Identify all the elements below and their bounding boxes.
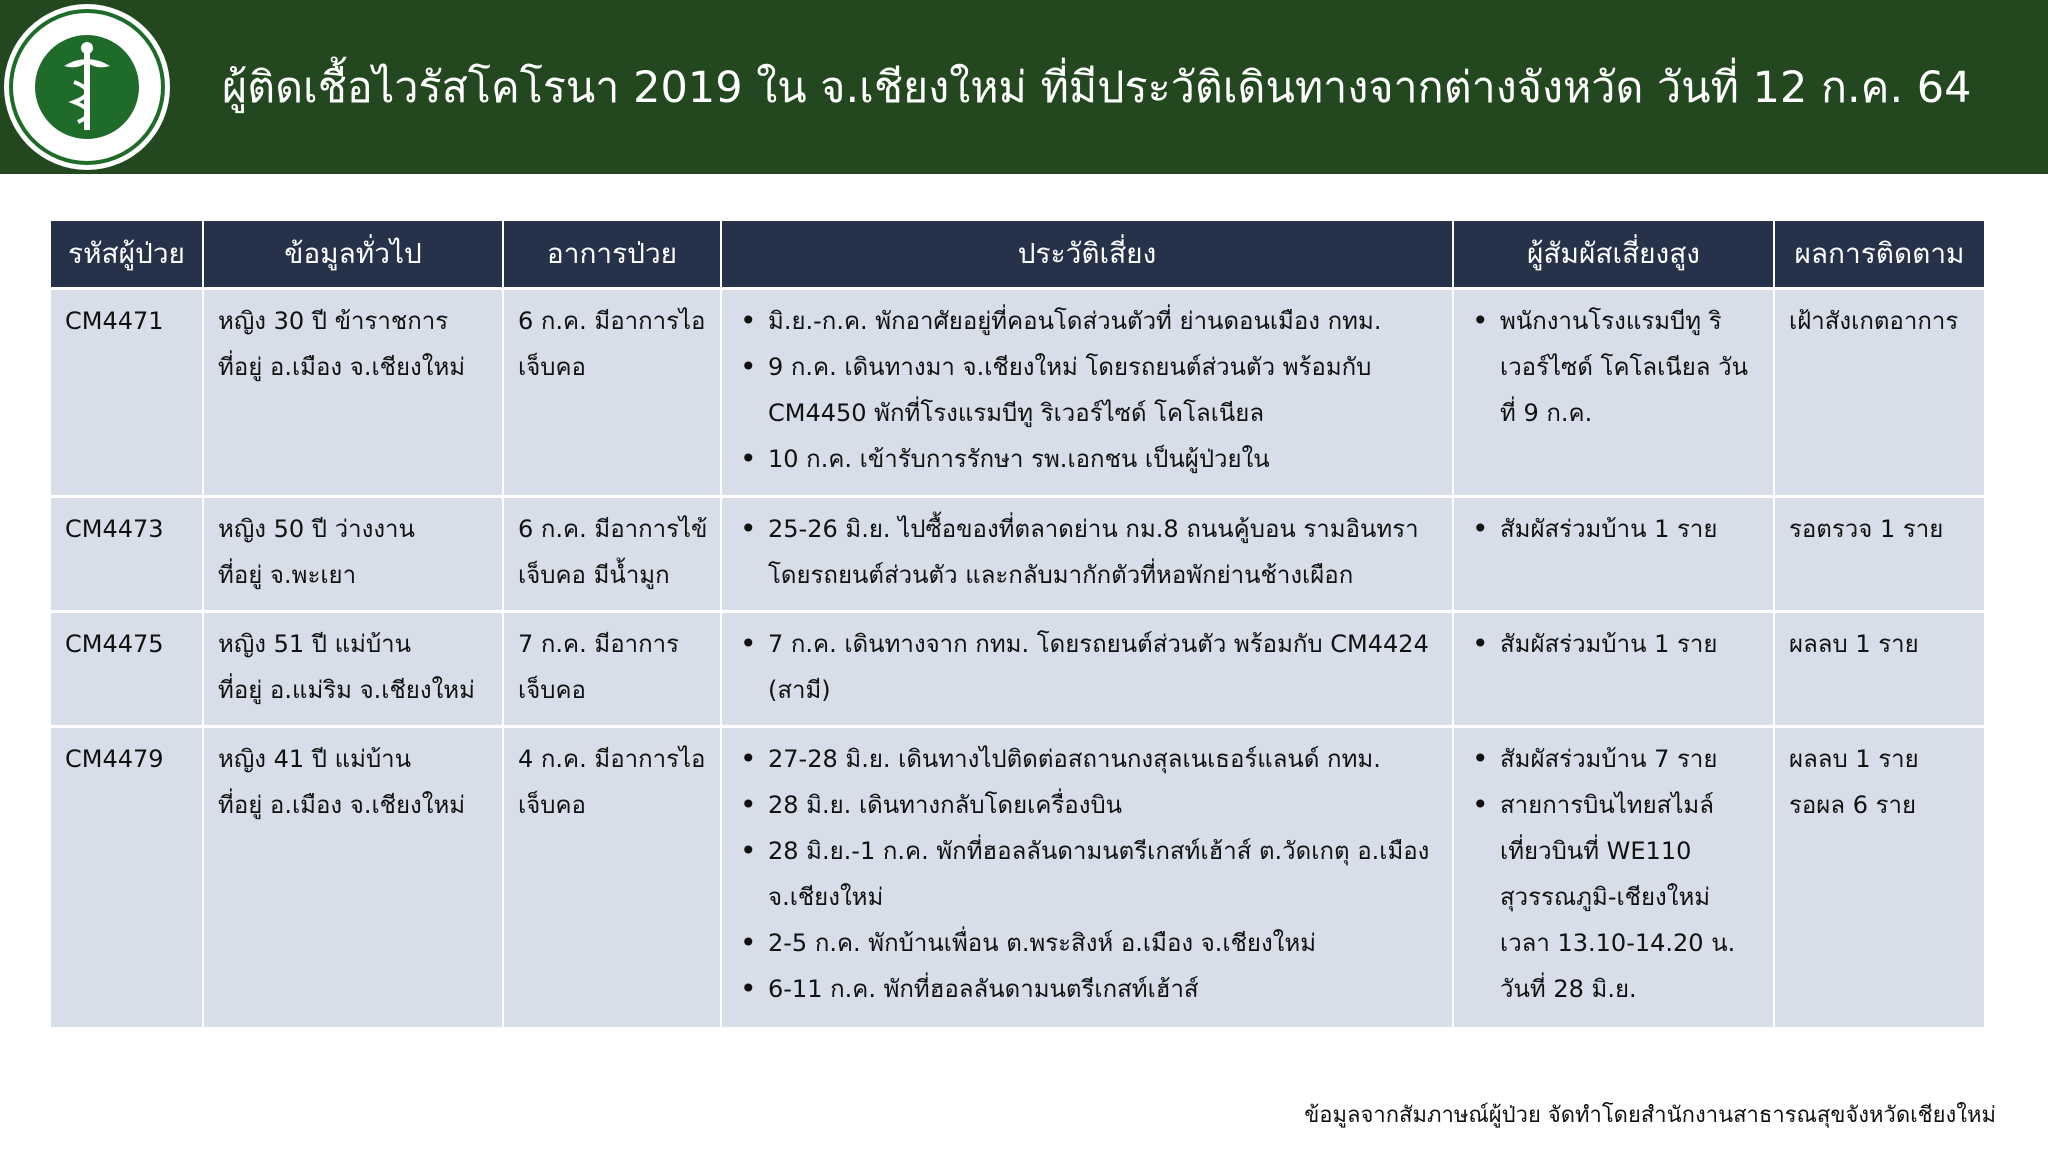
risk-history [721,612,1453,727]
column-header-info: ข้อมูลทั่วไป [203,221,503,289]
contact-item: • สัมผัสร่วมบ้าน 7 ราย [1468,736,1761,782]
risk-history [721,289,1453,497]
table-row [51,497,1984,612]
result-line: ผลลบ 1 ราย [1789,745,1919,773]
symptom-line: เจ็บคอ [518,353,586,381]
contact-item: • สัมผัสร่วมบ้าน 1 ราย [1468,506,1761,552]
contact-item: • พนักงานโรงแรมบีทู ริเวอร์ไซด์ โคโลเนียล วันที่ 9 ก.ค. [1468,298,1761,436]
table-row [51,727,1984,1027]
risk-item: • มิ.ย.-ก.ค. พักอาศัยอยู่ที่คอนโดส่วนตัวที่ ย่านดอนเมือง กทม. [736,298,1440,344]
general-info [203,497,503,612]
risk-history [721,727,1453,1027]
general-info [203,612,503,727]
symptom-line: 4 ก.ค. มีอาการไอ [518,745,706,773]
info-line: ที่อยู่ อ.เมือง จ.เชียงใหม่ [218,353,466,381]
risk-item: • 2-5 ก.ค. พักบ้านเพื่อน ต.พระสิงห์ อ.เมือง จ.เชียงใหม่ [736,920,1440,966]
symptom-line: เจ็บคอ [518,676,586,704]
risk-item: • 25-26 มิ.ย. ไปซื้อของที่ตลาดย่าน กม.8 ถนนคู้บอน รามอินทรา โดยรถยนต์ส่วนตัว และกลับมากักตัวที่หอพักย่านช้างเผือก [736,506,1440,598]
follow-up-result [1774,727,1984,1027]
symptom-line: 7 ก.ค. มีอาการ [518,630,679,658]
patient-code: CM4475 [51,612,203,727]
general-info [203,289,503,497]
risk-item: • 10 ก.ค. เข้ารับการรักษา รพ.เอกชน เป็นผู้ป่วยใน [736,436,1440,482]
symptoms [503,727,721,1027]
risk-item: • 28 มิ.ย. เดินทางกลับโดยเครื่องบิน [736,782,1440,828]
risk-item: • 9 ก.ค. เดินทางมา จ.เชียงใหม่ โดยรถยนต์ส่วนตัว พร้อมกับ CM4450 พักที่โรงแรมบีทู ริเวอร์ไซด์ โคโลเนียล [736,344,1440,436]
patient-code: CM4473 [51,497,203,612]
info-line: หญิง 30 ปี ข้าราชการ [218,307,449,335]
column-header-contacts: ผู้สัมผัสเสี่ยงสูง [1453,221,1774,289]
high-risk-contacts [1453,289,1774,497]
source-note: ข้อมูลจากสัมภาษณ์ผู้ป่วย จัดทำโดยสำนักงานสาธารณสุขจังหวัดเชียงใหม่ [1304,1103,1996,1128]
symptoms [503,289,721,497]
header-bar [0,0,2048,174]
patient-code: CM4479 [51,727,203,1027]
info-line: ที่อยู่ อ.เมือง จ.เชียงใหม่ [218,791,466,819]
case-table [51,221,1984,1027]
follow-up-result [1774,612,1984,727]
table-header-row [51,221,1984,289]
info-line: ที่อยู่ อ.แม่ริม จ.เชียงใหม่ [218,676,475,704]
contact-item: • สายการบินไทยสไมล์ เที่ยวบินที่ WE110 สุวรรณภูมิ-เชียงใหม่ เวลา 13.10-14.20 น. วันที่ 28 มิ.ย. [1468,782,1761,1012]
risk-item: • 27-28 มิ.ย. เดินทางไปติดต่อสถานกงสุลเนเธอร์แลนด์ กทม. [736,736,1440,782]
result-line: ผลลบ 1 ราย [1789,630,1919,658]
info-line: ที่อยู่ จ.พะเยา [218,561,357,589]
result-line: เฝ้าสังเกตอาการ [1789,307,1959,335]
table-row [51,289,1984,497]
high-risk-contacts [1453,497,1774,612]
patient-code: CM4471 [51,289,203,497]
follow-up-result [1774,497,1984,612]
risk-history [721,497,1453,612]
result-line: รอผล 6 ราย [1789,791,1917,819]
high-risk-contacts [1453,727,1774,1027]
column-header-result: ผลการติดตาม [1774,221,1984,289]
ministry-seal-icon [4,4,170,170]
contact-item: • สัมผัสร่วมบ้าน 1 ราย [1468,621,1761,667]
risk-item: • 28 มิ.ย.-1 ก.ค. พักที่ฮอลลันดามนตรีเกสท์เฮ้าส์ ต.วัดเกตุ อ.เมือง จ.เชียงใหม่ [736,828,1440,920]
risk-item: • 6-11 ก.ค. พักที่ฮอลลันดามนตรีเกสท์เฮ้าส์ [736,966,1440,1012]
symptoms [503,612,721,727]
risk-item: • 7 ก.ค. เดินทางจาก กทม. โดยรถยนต์ส่วนตัว พร้อมกับ CM4424 (สามี) [736,621,1440,713]
high-risk-contacts [1453,612,1774,727]
symptom-line: 6 ก.ค. มีอาการไอ [518,307,706,335]
follow-up-result [1774,289,1984,497]
info-line: หญิง 41 ปี แม่บ้าน [218,745,412,773]
column-header-risk: ประวัติเสี่ยง [721,221,1453,289]
symptom-line: เจ็บคอ [518,791,586,819]
info-line: หญิง 51 ปี แม่บ้าน [218,630,412,658]
ministry-logo [4,4,170,170]
general-info [203,727,503,1027]
column-header-symptoms: อาการป่วย [503,221,721,289]
symptom-line: เจ็บคอ มีน้ำมูก [518,561,670,589]
symptom-line: 6 ก.ค. มีอาการไข้ [518,515,708,543]
info-line: หญิง 50 ปี ว่างงาน [218,515,415,543]
column-header-code: รหัสผู้ป่วย [51,221,203,289]
page-title: ผู้ติดเชื้อไวรัสโคโรนา 2019 ใน จ.เชียงใหม่ ที่มีประวัติเดินทางจากต่างจังหวัด วันที่ 12 ก.ค. 64 [222,63,1972,113]
symptoms [503,497,721,612]
result-line: รอตรวจ 1 ราย [1789,515,1944,543]
table-row [51,612,1984,727]
